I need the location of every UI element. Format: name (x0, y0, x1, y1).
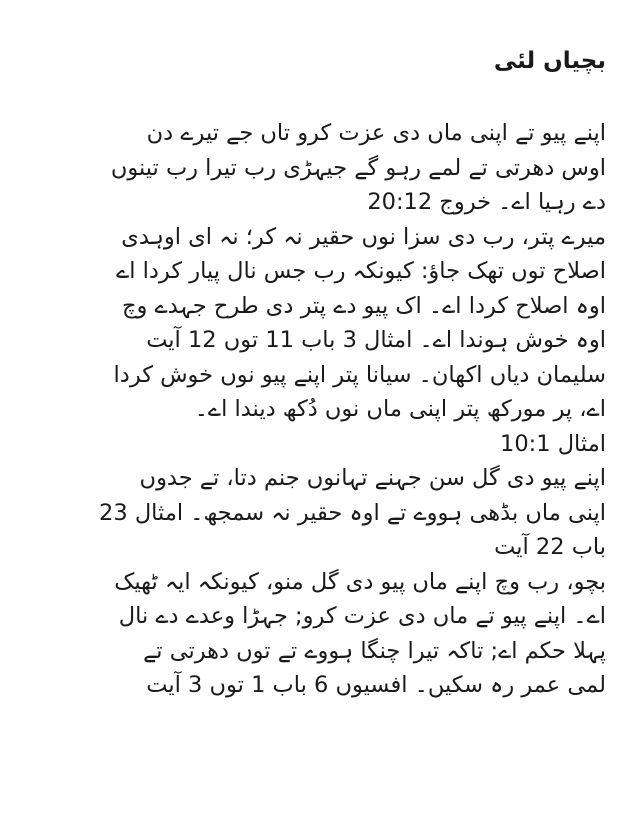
text-line-3: دے رہیا اے۔ خروج 20:12 (367, 189, 606, 215)
text-line-4: میرے پتر، رب دی سزا نوں حقیر نہ کر؛ نہ ای اوہدی (121, 223, 606, 250)
verse-text-block (36, 116, 606, 703)
text-line-17: لمی عمر رہ سکیں۔ افسیوں 6 باب 1 توں 3 آیت (146, 672, 606, 698)
text-line-7: اوہ خوش ہوندا اے۔ امثال 3 باب 11 توں 12 آیت (146, 327, 606, 353)
text-line-11: اپنے پیو دی گل سن جہنے تہانوں جنم دتا، تے جدوں (139, 465, 606, 491)
text-line-6: اوہ اصلاح کردا اے۔ اک پیو دے پتر دی طرح جہدے وچ (122, 292, 606, 319)
text-line-13: باب 22 آیت (494, 534, 606, 560)
text-line-16: پہلا حکم اے; تاکہ تیرا چنگا ہووے تے توں دھرتی تے (143, 637, 606, 664)
text-line-10: امثال 10:1 (500, 430, 606, 457)
text-line-2: اوس دھرتی تے لمے رہو گے جیہڑی رب تیرا رب تینوں (110, 154, 606, 181)
text-line-5: اصلاح توں تھک جاؤ: کیونکہ رب جس نال پیار کردا اے (116, 258, 606, 284)
text-line-9: اے، پر مورکھ پتر اپنی ماں نوں دُکھ دیندا اے۔ (194, 396, 606, 422)
text-line-12: اپنی ماں بڈھی ہووے تے اوہ حقیر نہ سمجھ۔ امثال 23 (99, 499, 606, 526)
text-line-1: اپنے پیو تے اپنی ماں دی عزت کرو تاں جے تیرے دن (146, 120, 606, 146)
text-line-14: بچو، رب وچ اپنے ماں پیو دی گل منو، کیونکہ ایہ ٹھیک (114, 568, 606, 595)
document-title: بچیاں لئی (493, 48, 606, 74)
text-line-8: سلیمان دیاں اکھان۔ سیانا پتر اپنے پیو نوں خوش کردا (113, 361, 606, 388)
text-line-15: اے۔ اپنے پیو تے ماں دی عزت کرو; جہڑا وعدے دے نال (118, 603, 606, 629)
